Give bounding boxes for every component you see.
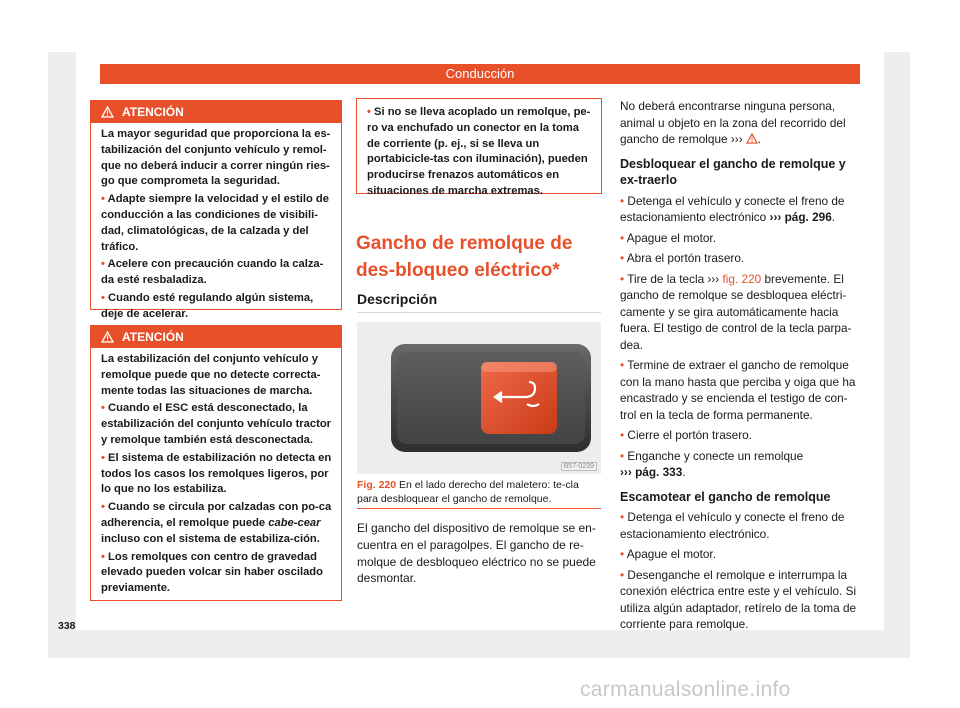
subsection-heading: Escamotear el gancho de remolque bbox=[620, 489, 831, 504]
step-text: Abra el portón trasero. bbox=[626, 251, 745, 265]
step-text: Termine de extraer el gancho de remolque con la mano hasta que perciba y oiga que ha encastrado y se encienda el testigo de con-trol en la tecla de forma permanente. bbox=[620, 358, 856, 422]
step-text: Apague el motor. bbox=[626, 547, 716, 561]
warning-bullet: Cuando el ESC está desconectado, la estabilización del conjunto vehículo tractor y remolque también está desconectada. bbox=[101, 402, 332, 446]
figure-label: Fig. 220 bbox=[357, 479, 397, 491]
subsection-heading: Desbloquear el gancho de remolque y ex-traerlo bbox=[620, 156, 846, 187]
bullet-icon: • bbox=[620, 271, 625, 286]
warning-bullet: El sistema de estabilización no detecta en todos los casos los remolques ligeros, por lo que no los estabiliza. bbox=[101, 451, 332, 496]
step-text: Apague el motor. bbox=[626, 230, 716, 245]
figure-code: B57-0239 bbox=[561, 462, 597, 471]
bullet-icon: • bbox=[101, 193, 105, 206]
warning-bullet-part: incluso con el sistema de estabiliza-ción. bbox=[101, 532, 320, 545]
step-text: Desenganche el remolque e interrumpa la conexión eléctrica entre este y el vehículo. Si utiliza algún adaptador, retírelo de la toma de corriente para remolque. bbox=[620, 567, 857, 631]
warning-bullet: Adapte siempre la velocidad y el estilo de conducción a las condiciones de visibili-dad, climatológicas, de la calzada y del tráfico. bbox=[101, 193, 329, 253]
warning-box bbox=[90, 100, 342, 320]
body-paragraph: No deberá encontrarse ninguna persona, animal u objeto en la zona del recorrido del gancho de remolque ››› bbox=[620, 99, 846, 146]
bullet-icon: • bbox=[620, 510, 625, 524]
warning-intro: La estabilización del conjunto vehículo y remolque puede que no detecte correcta-mente todas las situaciones de marcha. bbox=[101, 353, 321, 397]
warning-box bbox=[90, 325, 342, 601]
warning-triangle-icon bbox=[746, 133, 758, 144]
step-text: Detenga el vehículo y conecte el freno de estacionamiento electrónico bbox=[620, 193, 845, 224]
warning-intro: La mayor seguridad que proporciona la es-tabilización del conjunto vehículo y remol-que no deberá inducir a correr ningún ries-go que comprometa la seguridad. bbox=[101, 128, 331, 188]
bullet-icon: • bbox=[101, 550, 105, 563]
warning-box-continued bbox=[356, 98, 602, 197]
warning-title: ATENCIÓN bbox=[122, 105, 184, 119]
divider bbox=[357, 312, 601, 313]
trunk-button-illustration bbox=[357, 322, 601, 474]
warning-bullet: Los remolques con centro de gravedad elevado pueden volcar sin haber oscilado previamente. bbox=[101, 550, 323, 595]
warning-bullet-emphasis: cabe-cear bbox=[268, 516, 321, 529]
bullet-icon: • bbox=[620, 230, 625, 245]
warning-bullet: Si no se lleva acoplado un remolque, pe-ro va enchufado un conector en la toma de corriente (p. ej., si se lleva un portabicicle-tas con iluminación), pueden producirse frenazos automáticos en situaciones de marcha extremas. bbox=[367, 106, 591, 197]
page-reference-link[interactable]: ››› pág. 296 bbox=[769, 210, 832, 224]
warning-triangle-icon bbox=[101, 106, 114, 118]
section-title: Gancho de remolque de des-bloqueo eléctrico* bbox=[356, 233, 573, 281]
section-subtitle: Descripción bbox=[357, 291, 438, 307]
bullet-icon: • bbox=[620, 193, 625, 208]
body-paragraph: El gancho del dispositivo de remolque se en-cuentra en el paragolpes. El gancho de re-molque de desbloqueo eléctrico no se puede desmontar. bbox=[357, 521, 596, 586]
step-text: Tire de la tecla ››› bbox=[627, 271, 723, 286]
step-text: brevemente. El gancho de remolque se desbloquea eléctri-camente y se gira automáticamente hacia fuera. El testigo de control de la tecla parpa-dea. bbox=[620, 271, 852, 352]
warning-triangle-icon bbox=[101, 331, 114, 343]
bullet-icon: • bbox=[620, 547, 625, 561]
figure-reference-link[interactable]: fig. 220 bbox=[722, 271, 762, 286]
step-text: Detenga el vehículo y conecte el freno de estacionamiento electrónico. bbox=[620, 510, 845, 541]
warning-bullet-part: Cuando se circula por calzadas con po-ca adherencia, el remolque puede bbox=[101, 501, 332, 529]
figure-image bbox=[357, 322, 601, 474]
bullet-icon: • bbox=[101, 451, 105, 464]
bullet-icon: • bbox=[101, 501, 105, 514]
bullet-icon: • bbox=[101, 258, 105, 271]
description-text bbox=[357, 520, 603, 591]
bullet-icon: • bbox=[101, 291, 105, 304]
step-text: Enganche y conecte un remolque bbox=[627, 448, 804, 463]
warning-bullet: Cuando esté regulando algún sistema, deje de acelerar. bbox=[101, 291, 314, 320]
bullet-icon: • bbox=[101, 402, 105, 415]
bullet-icon: • bbox=[367, 106, 371, 118]
bullet-icon: • bbox=[620, 251, 625, 265]
watermark: carmanualsonline.info bbox=[580, 678, 791, 701]
bullet-icon: • bbox=[620, 448, 625, 463]
bullet-icon: • bbox=[620, 358, 625, 372]
chapter-header: Conducción bbox=[100, 64, 860, 84]
warning-bullet: Acelere con precaución cuando la calza-da esté resbaladiza. bbox=[101, 258, 324, 287]
bullet-icon: • bbox=[620, 428, 625, 442]
right-column: No deberá encontrarse ninguna persona, animal u objeto en la zona del recorrido del gancho de remolque ››› . Desbloquear el gancho de remolque y ex-traerlo • Detenga el vehículo y conecte el freno de estacionamiento electrónico ››› pág. 296. • Apague el motor. • Abra el portón trasero. • Tire de la tecla ››› fig. 220 brevemente. El gancho de remolque se desbloquea eléctri-camente y se gira automáticamente hacia fuera. El testigo de control de la tecla parpa-dea. • Termine de extraer el gancho de remolque con la mano hasta que perciba y oiga que ha encastrado y se encienda el testigo de con-trol en la tecla de forma permanente. • Cierre el portón trasero. • Enganche y conecte un remolque ››› pág. 333. Escamotear el gancho de remolque • Detenga el vehículo y conecte el freno de estacionamiento electrónico. • Apague el motor. • Desenganche el remolque e interrumpa la conexión eléctrica entre este y el vehículo. Si utiliza algún adaptador, retírelo de la toma de corriente para remolque. bbox=[620, 98, 862, 637]
step-text: Cierre el portón trasero. bbox=[627, 428, 752, 442]
bullet-icon: • bbox=[620, 567, 625, 582]
page-reference-link[interactable]: ››› pág. 333 bbox=[620, 465, 683, 479]
page-number: 338 bbox=[58, 620, 76, 632]
figure-caption bbox=[357, 478, 601, 506]
warning-title: ATENCIÓN bbox=[122, 330, 184, 344]
caption-divider bbox=[357, 508, 601, 509]
caption-text: En el lado derecho del maletero: te-cla para desbloquear el gancho de remolque. bbox=[357, 479, 579, 505]
